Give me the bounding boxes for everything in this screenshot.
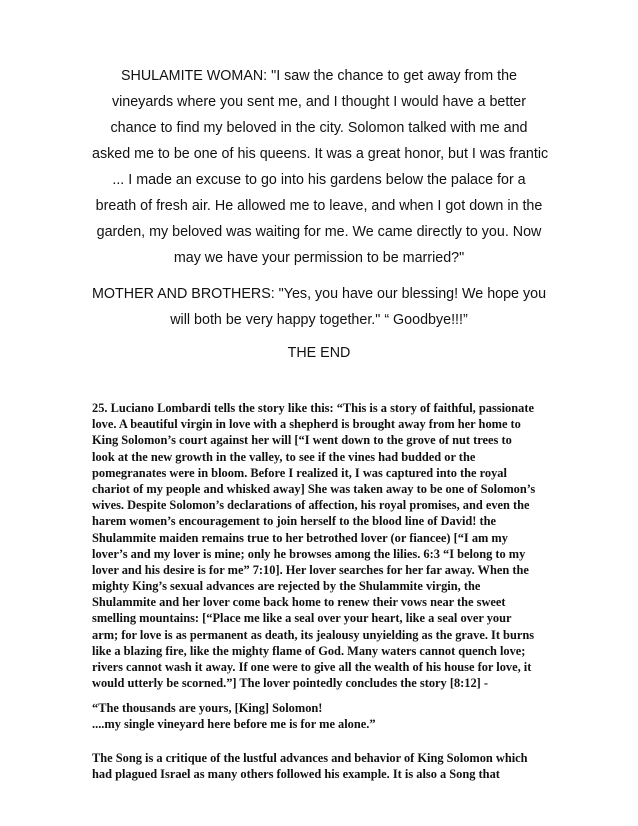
text-line: love. A beautiful virgin in love with a shepherd is brought away from her home to <box>92 417 521 432</box>
text-line: Shulammite maiden remains true to her betrothed lover (or fiancee) [“I am my <box>92 530 508 545</box>
song-critique <box>92 750 552 782</box>
text-line: like a blazing fire, like the mighty flame of God. Many waters cannot quench love; <box>92 643 526 658</box>
text-line: asked me to be one of his queens. It was a great honor, but I was frantic <box>92 146 549 162</box>
text-line: vineyards where you sent me, and I thought I would have a better <box>111 94 527 110</box>
text-line: will both be very happy together." “ Goodbye!!!” <box>170 312 468 328</box>
text-line: lover and his desire is for me” 7:10]. Her lover searches for her far away. When the <box>92 562 529 577</box>
the-end: THE END <box>287 345 351 361</box>
text-line: “The thousands are yours, [King] Solomon! <box>92 701 323 715</box>
text-line: MOTHER AND BROTHERS: "Yes, you have our blessing! We hope you <box>92 286 547 302</box>
text-line: arm; for love is as permanent as death, its jealousy unyielding as the grave. It burns <box>92 627 535 642</box>
text-line: would utterly be scorned.”] The lover pointedly concludes the story [8:12] - <box>92 676 489 691</box>
thousands-quote <box>92 700 552 732</box>
text-line: rivers cannot wash it away. If one were to give all the wealth of his house for love, it <box>92 660 532 674</box>
footnote-25 <box>92 400 552 691</box>
text-line: SHULAMITE WOMAN: "I saw the chance to get away from the <box>121 68 517 84</box>
text-line: chariot of my people and whisked away] She was taken away to be one of Solomon’s <box>92 481 536 496</box>
text-line: ....my single vineyard here before me is for me alone.” <box>92 717 376 732</box>
text-line: wives. Despite Solomon’s declarations of affection, his royal promises, and even the <box>92 498 530 513</box>
text-line: breath of fresh air. He allowed me to leave, and when I got down in the <box>95 198 543 214</box>
text-line: look at the new growth in the valley, to see if the vines had budded or the <box>92 449 476 464</box>
text-line: lover’s and my lover is mine; only he browses among the lilies. 6:3 “I belong to my <box>92 546 526 561</box>
shulamite-speech <box>92 63 549 271</box>
text-line: mighty King’s sexual advances are rejected by the Shulammite virgin, the <box>92 579 481 594</box>
text-line: smelling mountains: [“Place me like a seal over your heart, like a seal over your <box>92 611 512 626</box>
text-line: Shulammite and her lover come back home to renew their vows near the sweet <box>92 595 506 610</box>
text-line: 25. Luciano Lombardi tells the story like this: “This is a story of faithful, passionate <box>92 401 534 415</box>
text-line: pomegranates were in bloom. Before I realized it, I was captured into the royal <box>92 465 507 480</box>
text-line: harem women’s encouragement to join herself to the blood line of David! the <box>92 514 497 529</box>
text-line: ... I made an excuse to go into his gardens below the palace for a <box>112 172 526 188</box>
text-line: may we have your permission to be married?" <box>173 250 465 266</box>
text-line: had plagued Israel as many others followed his example. It is also a Song that <box>92 767 500 782</box>
text-line: The Song is a critique of the lustful advances and behavior of King Solomon which <box>92 751 528 765</box>
text-line: King Solomon’s court against her will [“I went down to the grove of nut trees to <box>92 433 512 448</box>
text-line: garden, my beloved was waiting for me. We came directly to you. Now <box>96 224 542 240</box>
the-end-heading <box>92 340 546 366</box>
family-speech <box>92 281 546 333</box>
text-line: chance to find my beloved in the city. Solomon talked with me and <box>110 120 528 136</box>
